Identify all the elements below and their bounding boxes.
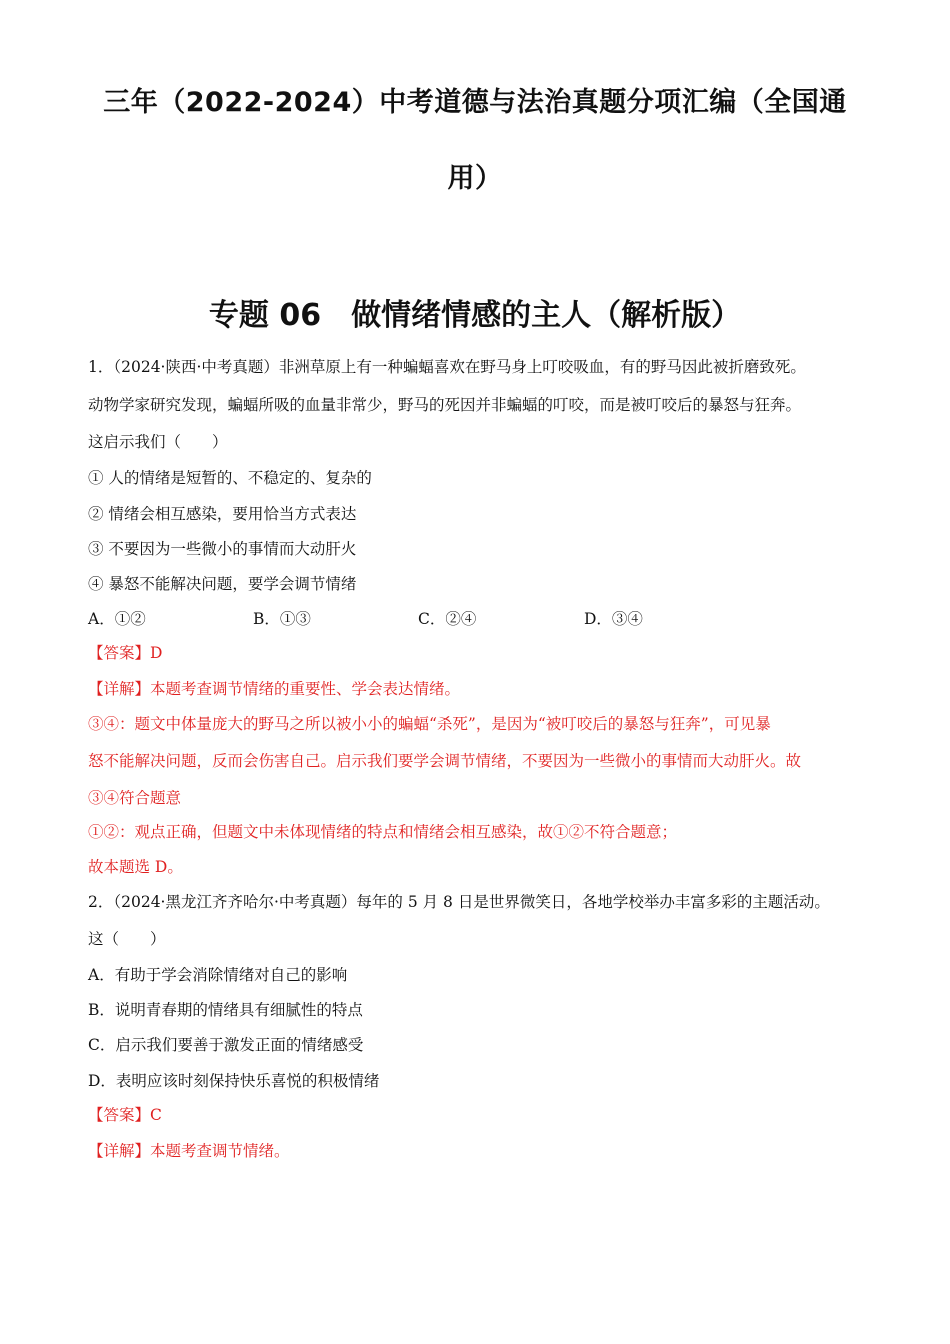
q2-option-c: C．启示我们要善于激发正面的情绪感受 bbox=[88, 1036, 364, 1054]
q1-option-d: D．③④ bbox=[584, 610, 643, 628]
q1-answer: 【答案】D bbox=[88, 644, 163, 662]
document-title-line2: 用） bbox=[447, 163, 503, 194]
topic-subtitle: 专题 06 做情绪情感的主人（解析版） bbox=[208, 298, 742, 333]
q2-option-d: D．表明应该时刻保持快乐喜悦的积极情绪 bbox=[88, 1072, 380, 1090]
q1-statement-3: ③ 不要因为一些微小的事情而大动肝火 bbox=[88, 540, 357, 558]
q1-statement-4: ④ 暴怒不能解决问题，要学会调节情绪 bbox=[88, 575, 357, 593]
q2-stem-line2: 这（ ） bbox=[88, 930, 166, 948]
q1-detail: 【详解】本题考查调节情绪的重要性、学会表达情绪。 bbox=[88, 680, 461, 698]
q1-analysis-line1: ③④：题文中体量庞大的野马之所以被小小的蝙蝠“杀死”，是因为“被叮咬后的暴怒与狂奔”，可见暴 bbox=[88, 715, 771, 733]
q1-option-a: A．①② bbox=[88, 610, 146, 628]
q2-detail: 【详解】本题考查调节情绪。 bbox=[88, 1142, 290, 1160]
q1-statement-1: ① 人的情绪是短暂的、不稳定的、复杂的 bbox=[88, 469, 372, 487]
q1-stem-line2: 动物学家研究发现，蝙蝠所吸的血量非常少，野马的死因并非蝙蝠的叮咬，而是被叮咬后的暴怒与狂奔。 bbox=[88, 396, 802, 414]
q1-statement-2: ② 情绪会相互感染，要用恰当方式表达 bbox=[88, 505, 357, 523]
q1-analysis-line2: 怒不能解决问题，反而会伤害自己。启示我们要学会调节情绪，不要因为一些微小的事情而大动肝火。故 bbox=[88, 752, 802, 770]
q1-stem-line3: 这启示我们（ ） bbox=[88, 433, 228, 451]
document-title-line1: 三年（2022-2024）中考道德与法治真题分项汇编（全国通 bbox=[103, 87, 847, 118]
q1-option-b: B．①③ bbox=[253, 610, 311, 628]
q1-analysis-line4: ①②：观点正确，但题文中未体现情绪的特点和情绪会相互感染，故①②不符合题意； bbox=[88, 823, 678, 841]
q1-conclusion: 故本题选 D。 bbox=[88, 858, 183, 876]
q1-stem-line1: 1．（2024·陕西·中考真题）非洲草原上有一种蝙蝠喜欢在野马身上叮咬吸血，有的野马因此被折磨致死。 bbox=[88, 358, 806, 376]
q1-option-c: C．②④ bbox=[418, 610, 477, 628]
q2-answer: 【答案】C bbox=[88, 1106, 162, 1124]
q2-option-a: A．有助于学会消除情绪对自己的影响 bbox=[88, 966, 348, 984]
q2-stem-line1: 2．（2024·黑龙江齐齐哈尔·中考真题）每年的 5 月 8 日是世界微笑日，各地学校举办丰富多彩的主题活动。 bbox=[88, 893, 830, 911]
q2-option-b: B．说明青春期的情绪具有细腻性的特点 bbox=[88, 1001, 363, 1019]
q1-analysis-line3: ③④符合题意 bbox=[88, 789, 182, 807]
